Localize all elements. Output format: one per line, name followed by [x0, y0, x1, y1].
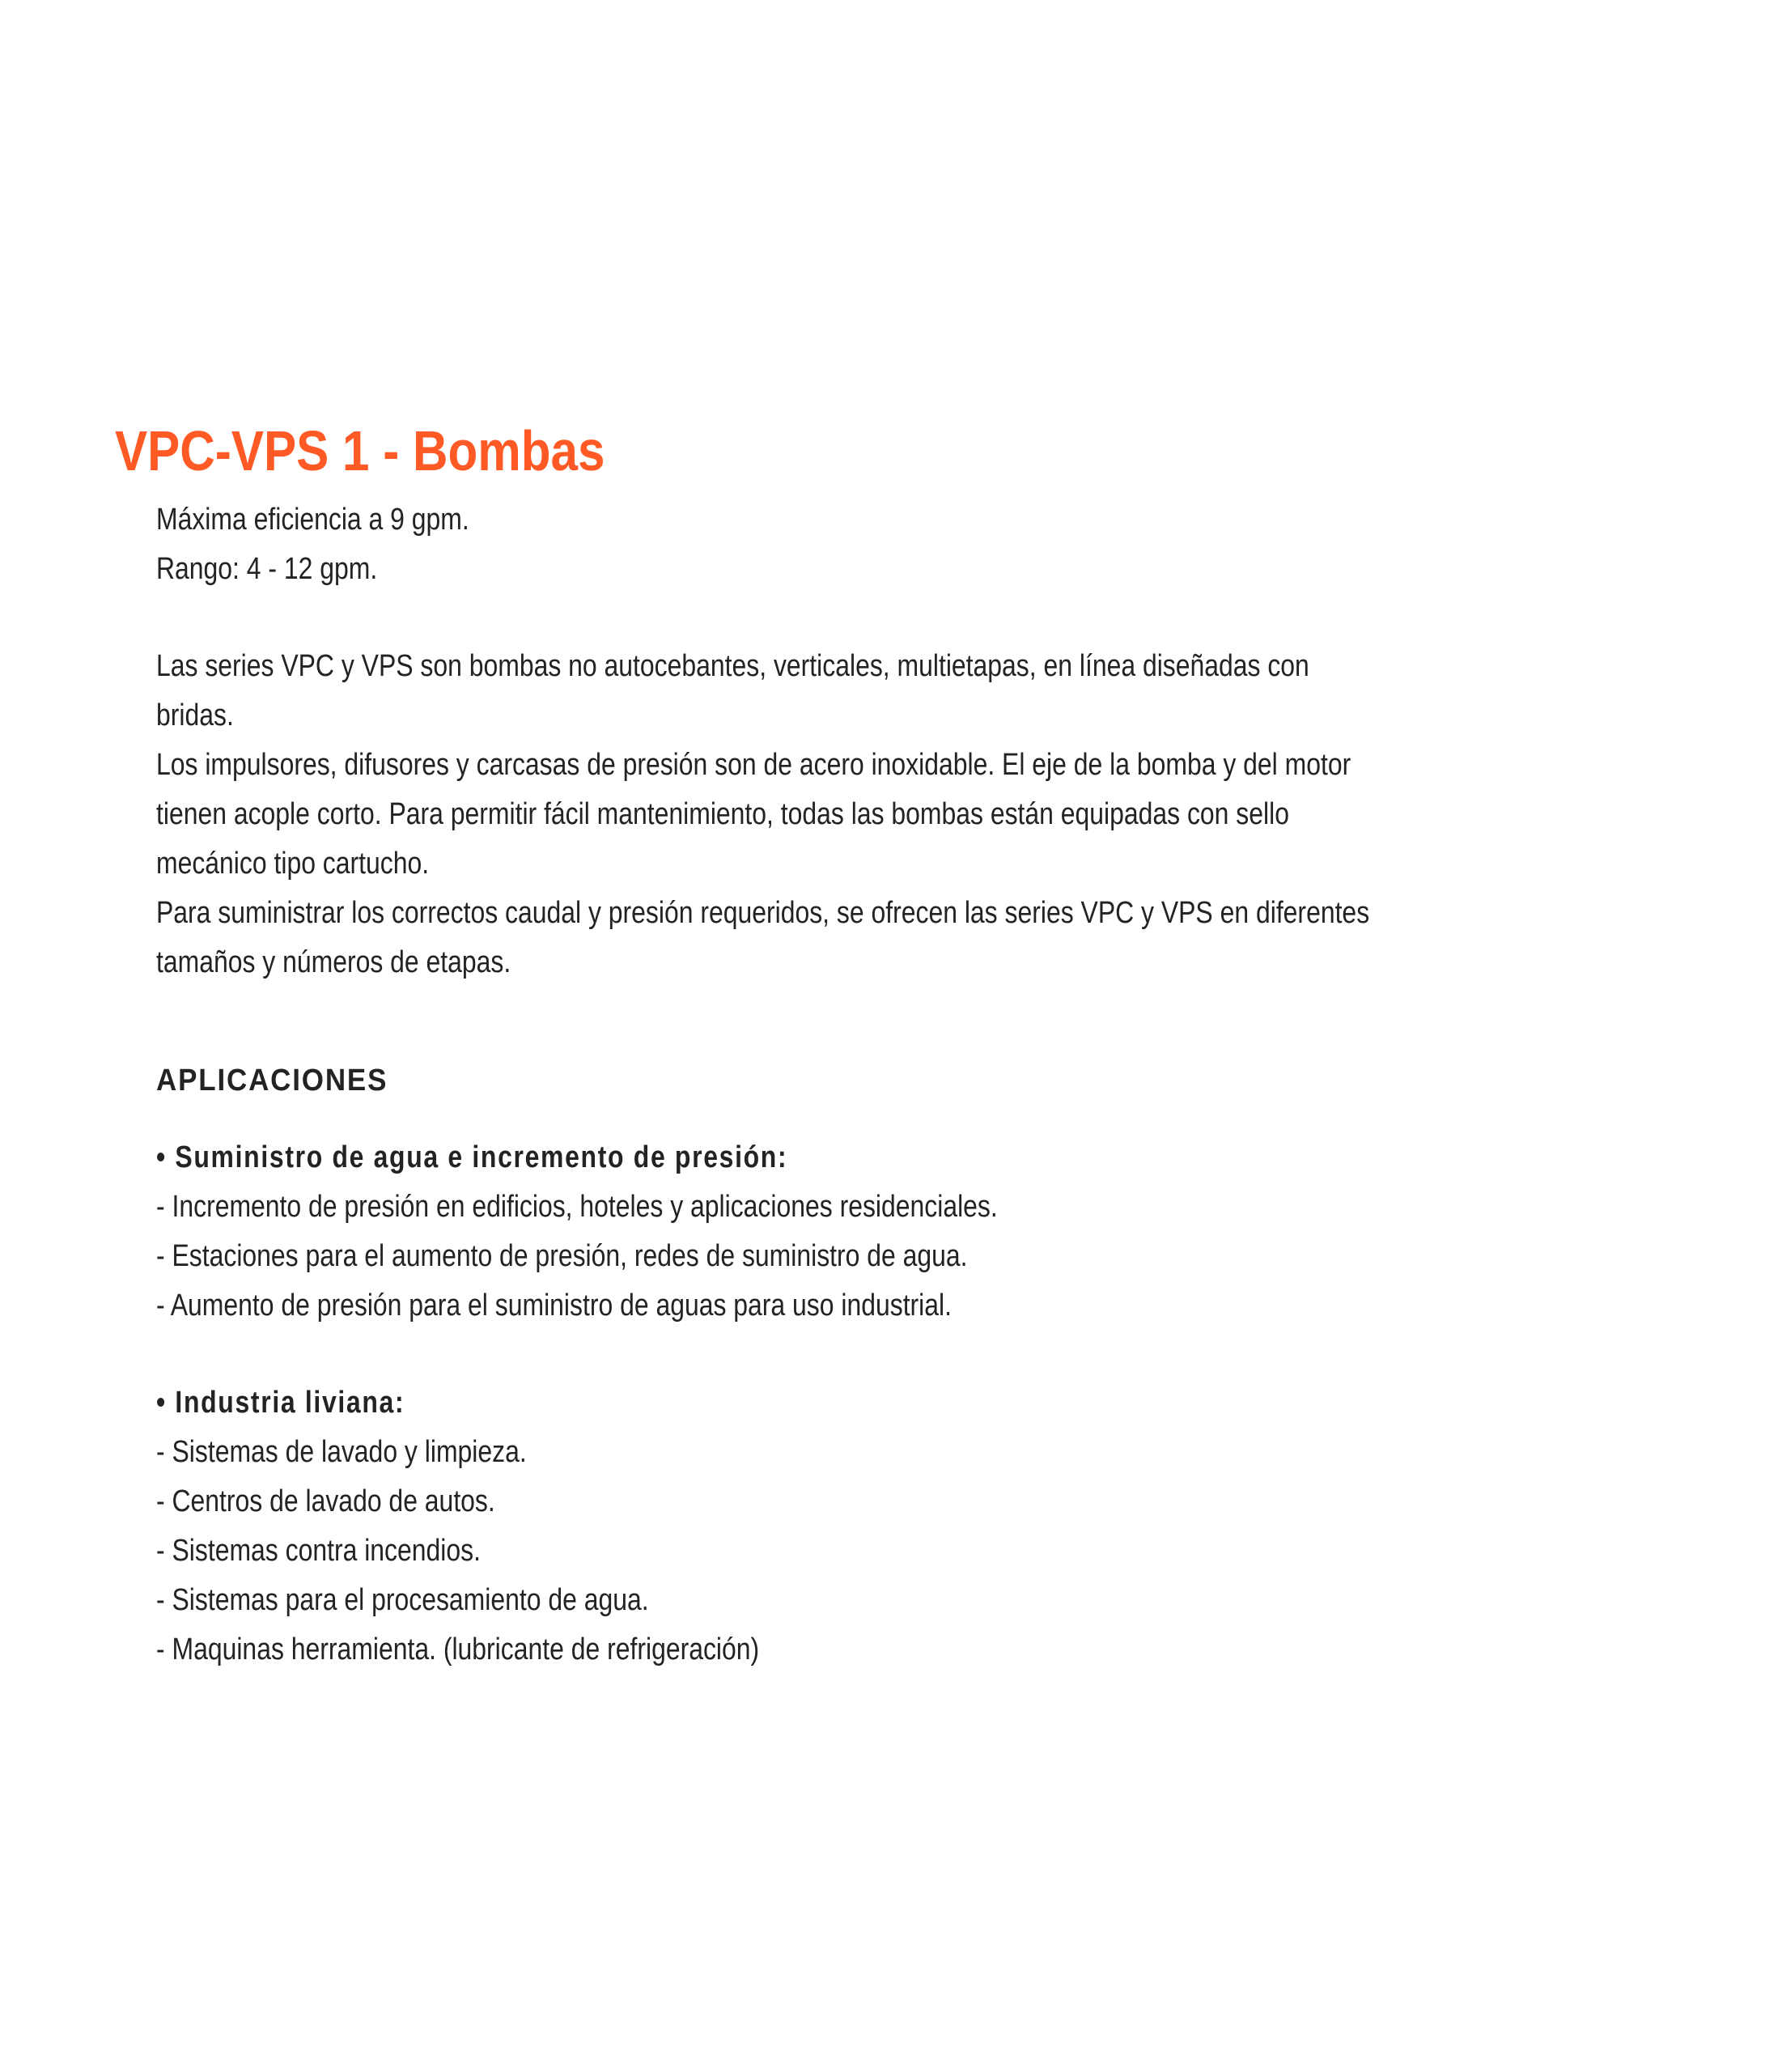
description-line: Las series VPC y VPS son bombas no autocebantes, verticales, multietapas, en línea diseñadas con	[156, 649, 1309, 683]
description	[156, 642, 1369, 987]
page-title: VPC-VPS 1 - Bombas	[115, 418, 605, 482]
description-line: mecánico tipo cartucho.	[156, 847, 430, 881]
applications-heading: APLICACIONES	[156, 1063, 388, 1098]
description-line: tienen acople corto. Para permitir fácil mantenimiento, todas las bombas están equipadas con sello	[156, 797, 1289, 831]
application-item: - Centros de lavado de autos.	[156, 1484, 495, 1518]
description-line: bridas.	[156, 698, 234, 732]
description-line: tamaños y números de etapas.	[156, 945, 511, 979]
application-item: - Sistemas de lavado y limpieza.	[156, 1435, 527, 1469]
description-line: Para suministrar los correctos caudal y presión requeridos, se ofrecen las series VPC y VPS en diferentes	[156, 896, 1370, 930]
intro-specs	[156, 495, 469, 594]
application-item: - Estaciones para el aumento de presión, redes de suministro de agua.	[156, 1239, 968, 1273]
application-group-water-supply	[156, 1133, 998, 1331]
application-item: - Aumento de presión para el suministro de aguas para uso industrial.	[156, 1289, 952, 1323]
application-group-title: • Industria liviana:	[156, 1386, 405, 1420]
application-item: - Sistemas para el procesamiento de agua.	[156, 1583, 649, 1617]
description-line: Los impulsores, difusores y carcasas de presión son de acero inoxidable. El eje de la bomba y del motor	[156, 748, 1351, 782]
application-item: - Incremento de presión en edificios, hoteles y aplicaciones residenciales.	[156, 1190, 998, 1224]
application-item: - Sistemas contra incendios.	[156, 1534, 481, 1568]
application-group-title: • Suministro de agua e incremento de presión:	[156, 1140, 788, 1174]
max-efficiency-text: Máxima eficiencia a 9 gpm.	[156, 503, 469, 537]
range-text: Rango: 4 - 12 gpm.	[156, 552, 378, 586]
application-item: - Maquinas herramienta. (lubricante de refrigeración)	[156, 1633, 760, 1667]
application-group-light-industry	[156, 1378, 759, 1675]
